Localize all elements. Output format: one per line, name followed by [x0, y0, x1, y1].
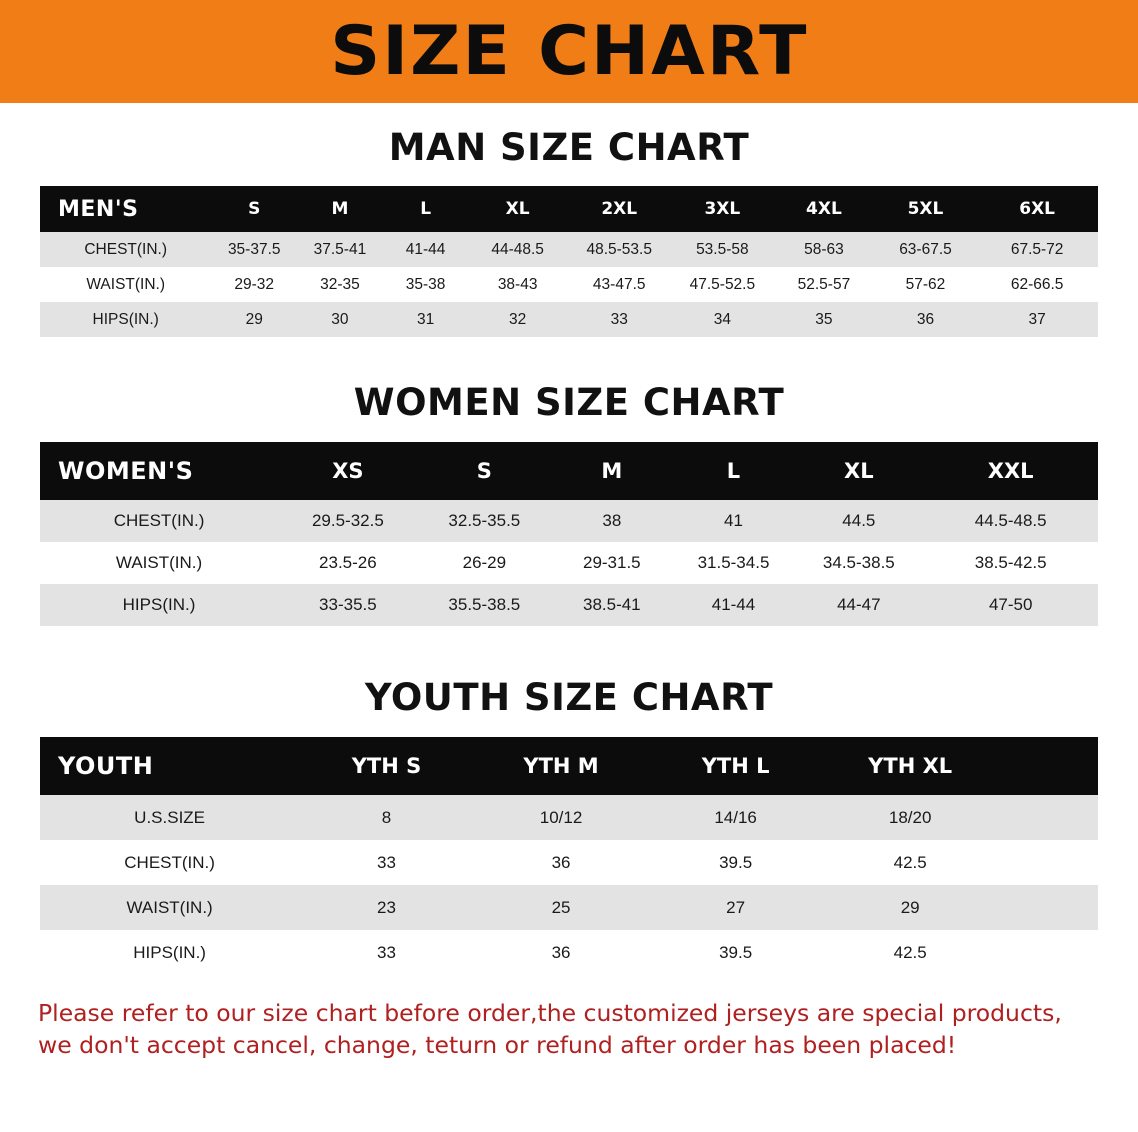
youth-cell-3-spacer	[997, 930, 1098, 975]
men-cell-2-3: 32	[468, 302, 566, 337]
youth-cell-1-1: 36	[474, 840, 649, 885]
men-col-7: 5XL	[875, 186, 977, 232]
youth-col-spacer	[997, 737, 1098, 795]
table-header-row	[40, 442, 1098, 500]
men-cell-1-5: 47.5-52.5	[672, 267, 774, 302]
women-table-wrapper	[0, 442, 1138, 626]
women-cell-0-4: 44.5	[794, 500, 923, 542]
men-row-0-label: CHEST(IN.)	[40, 232, 211, 267]
women-col-2: M	[551, 442, 673, 500]
men-cell-1-2: 35-38	[383, 267, 469, 302]
women-cell-2-5: 47-50	[923, 584, 1098, 626]
men-cell-0-5: 53.5-58	[672, 232, 774, 267]
page-title: SIZE CHART	[329, 11, 809, 91]
men-row-2-label: HIPS(IN.)	[40, 302, 211, 337]
men-cell-1-1: 32-35	[297, 267, 383, 302]
youth-cell-1-spacer	[997, 840, 1098, 885]
women-cell-1-2: 29-31.5	[551, 542, 673, 584]
policy-note	[38, 997, 1100, 1062]
youth-cell-2-0: 23	[299, 885, 474, 930]
men-cell-0-4: 48.5-53.5	[567, 232, 672, 267]
men-cell-2-5: 34	[672, 302, 774, 337]
women-cell-0-3: 41	[673, 500, 795, 542]
youth-table-wrapper	[0, 737, 1138, 975]
men-cell-1-6: 52.5-57	[773, 267, 875, 302]
men-row-1-label: WAIST(IN.)	[40, 267, 211, 302]
women-col-3: L	[673, 442, 795, 500]
table-row	[40, 542, 1098, 584]
youth-cell-3-0: 33	[299, 930, 474, 975]
men-col-0: S	[211, 186, 297, 232]
table-row	[40, 885, 1098, 930]
women-cell-1-3: 31.5-34.5	[673, 542, 795, 584]
youth-cell-0-2: 14/16	[648, 795, 823, 840]
men-cell-1-7: 57-62	[875, 267, 977, 302]
men-cell-2-8: 37	[976, 302, 1098, 337]
youth-row-3-label: HIPS(IN.)	[40, 930, 299, 975]
table-row	[40, 795, 1098, 840]
youth-col-3: YTH XL	[823, 737, 998, 795]
youth-cell-0-1: 10/12	[474, 795, 649, 840]
women-section-heading: WOMEN SIZE CHART	[353, 381, 785, 424]
youth-cell-2-3: 29	[823, 885, 998, 930]
women-cell-0-5: 44.5-48.5	[923, 500, 1098, 542]
women-cell-1-0: 23.5-26	[278, 542, 418, 584]
women-row-1-label: WAIST(IN.)	[40, 542, 278, 584]
women-cell-0-0: 29.5-32.5	[278, 500, 418, 542]
youth-cell-0-0: 8	[299, 795, 474, 840]
men-cell-2-6: 35	[773, 302, 875, 337]
youth-cell-1-0: 33	[299, 840, 474, 885]
men-cell-2-2: 31	[383, 302, 469, 337]
youth-cell-0-spacer	[997, 795, 1098, 840]
table-row	[40, 500, 1098, 542]
youth-cell-0-3: 18/20	[823, 795, 998, 840]
women-cell-1-4: 34.5-38.5	[794, 542, 923, 584]
youth-cell-2-2: 27	[648, 885, 823, 930]
men-cell-1-4: 43-47.5	[567, 267, 672, 302]
table-header-row	[40, 186, 1098, 232]
youth-cell-2-1: 25	[474, 885, 649, 930]
table-row	[40, 232, 1098, 267]
women-row-0-label: CHEST(IN.)	[40, 500, 278, 542]
youth-col-0: YTH S	[299, 737, 474, 795]
youth-cell-3-2: 39.5	[648, 930, 823, 975]
women-size-table	[40, 442, 1098, 626]
youth-cell-3-1: 36	[474, 930, 649, 975]
men-cell-0-0: 35-37.5	[211, 232, 297, 267]
table-row	[40, 267, 1098, 302]
men-cell-0-8: 67.5-72	[976, 232, 1098, 267]
men-cell-1-0: 29-32	[211, 267, 297, 302]
youth-cell-2-spacer	[997, 885, 1098, 930]
table-row	[40, 584, 1098, 626]
women-cell-2-1: 35.5-38.5	[418, 584, 551, 626]
youth-row-2-label: WAIST(IN.)	[40, 885, 299, 930]
men-cell-0-7: 63-67.5	[875, 232, 977, 267]
youth-col-1: YTH M	[474, 737, 649, 795]
men-cell-0-2: 41-44	[383, 232, 469, 267]
youth-row-0-label: U.S.SIZE	[40, 795, 299, 840]
youth-cell-1-3: 42.5	[823, 840, 998, 885]
men-col-1: M	[297, 186, 383, 232]
men-col-8: 6XL	[976, 186, 1098, 232]
women-cell-2-3: 41-44	[673, 584, 795, 626]
women-cell-1-1: 26-29	[418, 542, 551, 584]
men-col-5: 3XL	[672, 186, 774, 232]
table-row	[40, 840, 1098, 885]
women-cell-0-2: 38	[551, 500, 673, 542]
men-col-2: L	[383, 186, 469, 232]
men-cell-2-0: 29	[211, 302, 297, 337]
table-row	[40, 302, 1098, 337]
youth-cell-1-2: 39.5	[648, 840, 823, 885]
youth-cell-3-3: 42.5	[823, 930, 998, 975]
women-col-0: XS	[278, 442, 418, 500]
youth-size-table	[40, 737, 1098, 975]
men-cell-0-3: 44-48.5	[468, 232, 566, 267]
women-col-5: XXL	[923, 442, 1098, 500]
women-col-4: XL	[794, 442, 923, 500]
youth-col-2: YTH L	[648, 737, 823, 795]
women-cell-2-0: 33-35.5	[278, 584, 418, 626]
men-cell-1-3: 38-43	[468, 267, 566, 302]
men-col-4: 2XL	[567, 186, 672, 232]
women-cell-2-2: 38.5-41	[551, 584, 673, 626]
men-cell-0-6: 58-63	[773, 232, 875, 267]
men-cell-1-8: 62-66.5	[976, 267, 1098, 302]
men-corner-label: MEN'S	[40, 186, 211, 232]
women-cell-0-1: 32.5-35.5	[418, 500, 551, 542]
policy-note-line-2: we don't accept cancel, change, teturn or refund after order has been placed!	[38, 1031, 957, 1060]
women-row-2-label: HIPS(IN.)	[40, 584, 278, 626]
youth-row-1-label: CHEST(IN.)	[40, 840, 299, 885]
women-cell-2-4: 44-47	[794, 584, 923, 626]
table-row	[40, 930, 1098, 975]
men-cell-2-4: 33	[567, 302, 672, 337]
man-table-wrapper	[0, 186, 1138, 337]
youth-corner-label: YOUTH	[40, 737, 299, 795]
man-size-table	[40, 186, 1098, 337]
man-section-heading: MAN SIZE CHART	[388, 126, 750, 169]
women-cell-1-5: 38.5-42.5	[923, 542, 1098, 584]
men-col-3: XL	[468, 186, 566, 232]
men-cell-2-1: 30	[297, 302, 383, 337]
men-cell-2-7: 36	[875, 302, 977, 337]
youth-section-heading: YOUTH SIZE CHART	[364, 676, 774, 719]
women-col-1: S	[418, 442, 551, 500]
men-col-6: 4XL	[773, 186, 875, 232]
women-corner-label: WOMEN'S	[40, 442, 278, 500]
header-banner	[0, 0, 1138, 103]
men-cell-0-1: 37.5-41	[297, 232, 383, 267]
policy-note-line-1: Please refer to our size chart before order,the customized jerseys are special products,	[38, 999, 1062, 1027]
table-header-row	[40, 737, 1098, 795]
